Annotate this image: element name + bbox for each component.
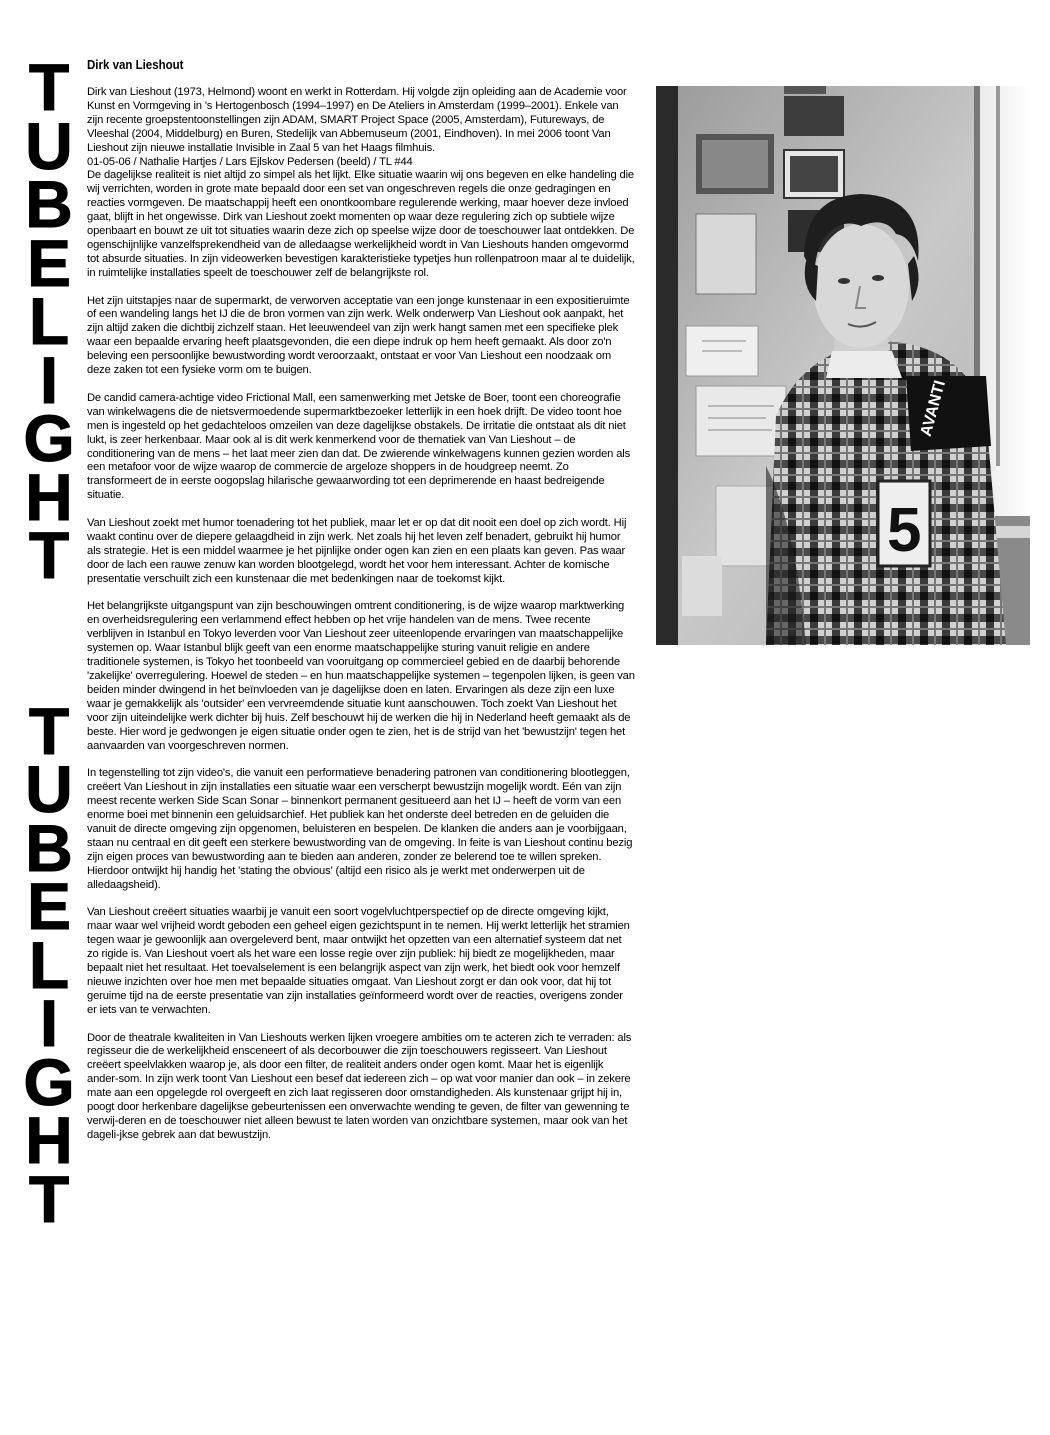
body-paragraph: Van Lieshout creëert situaties waarbij je vanuit een soort vogelvluchtperspectief op de directe omgeving kijkt, maar waar wel vrijheid wordt geboden een geheel eigen gezichtspunt in te nemen. Hij werkt letterlijk het stramien tegen waar je gewoonlijk aan overgeleverd bent, maar ontwijkt het opzetten van een alternatief systeem dat net zo rigide is. Van Lieshout voert als het ware een losse regie over zijn publiek: hij biedt ze mogelijkheden, maar bepaalt niet het resultaat. Het toevalselement is een belangrijk aspect van zijn werk, het biedt ook voor hemzelf nieuwe inzichten over hoe men met bepaalde situaties omgaat. Van Lieshout zorgt er dan ook voor, dat hij tot geruime tijd na de eerste presentatie van zijn installaties geïnformeerd wordt over de reacties, overigens zonder er iets van te verwachten. bbox=[87, 906, 630, 1016]
title-letter: I bbox=[39, 342, 59, 417]
title-letter: E bbox=[26, 225, 72, 300]
title-letter: H bbox=[25, 459, 73, 534]
intro-paragraph: Dirk van Lieshout (1973, Helmond) woont en werkt in Rotterdam. Hij volgde zijn opleiding aan de Academie voor Kunst en Vormgeving in 's Hertogenbosch (1994–1997) en De Ateliers in Amsterdam (1999–2001). Enkele van zijn recente groepstentoonstellingen zijn ADAM, SMART Project Space (2005, Amsterdam), Futureways, de Vleeshal (2004, Middelburg) en Buren, Stedelijk van Abbemuseum (2001, Eindhoven). In mei 2006 toont Van Lieshout zijn nieuwe installatie Invisible in Zaal 5 van het Haags filmhuis. bbox=[87, 86, 627, 154]
title-letter: T bbox=[28, 1161, 70, 1236]
body-paragraph: De candid camera-achtige video Frictional Mall, een samenwerking met Jetske de Boer, toont een choreografie van winkelwagens die de nietsvermoedende supermarktbezoeker letterlijk in een hoek drijft. De video toont hoe men is ingesteld op het gedachteloos omzeilen van deze dagelijkse obstakels. De irritatie die ontstaat als dit niet lukt, is zeer herkenbaar. Maar ook al is dit werk kenmerkend voor de thematiek van Van Lieshout – de conditionering van de mens – het laat meer zien dan dat. De zwierende winkelwagens kunnen gezien worden als een metafoor voor de wijze waarop de commercie de argeloze shoppers in de houdgreep neemt. Zo transformeert de in eerste oogopslag hilarische gewaarwording tot een deprimerende en haast bedreigende situatie. bbox=[87, 391, 631, 502]
body-paragraph: Het zijn uitstapjes naar de supermarkt, de verworven acceptatie van een jonge kunstenaar in een expositieruimte of een wandeling langs het IJ die de bron vormen van zijn werk. Welk onderwerp Van Lieshout ook aanpakt, het zijn altijd zaken die dichtbij zichzelf staan. Het leeuwendeel van zijn werk hangt samen met een specifieke plek waar een bepaalde ervaring heeft plaatsgevonden, die een diepe indruk op hem heeft gemaakt. Als door zo'n beleving een persoonlijke bewustwording wordt veroorzaakt, ontstaat er voor Van Lieshout een noodzaak om deze zaken tot een fysieke vorm om te buigen. bbox=[87, 294, 630, 377]
shirt-number: 5 bbox=[887, 496, 922, 565]
title-letter: H bbox=[25, 1103, 73, 1177]
body-paragraph: In tegenstelling tot zijn video's, die vanuit een performatieve benadering patronen van conditionering blootleggen, creëert Van Lieshout in zijn installaties een situatie waar een verscherpt bewustzijn mogelijk wordt. Eén van zijn meest recente werken Side Scan Sonar – binnenkort permanent gesitueerd aan het IJ – heeft de vorm van een enorme boei met binnenin een geluidsarchief. Het publiek kan het onderste deel betreden en de geluiden die vanuit de directe omgeving zijn opgenomen, beluisteren en bespelen. De klanken die anders aan je voorbijgaan, staan nu centraal en dit geeft een sterkere bewustwording van de omgeving. In feite is van Lieshout continu bezig zijn eigen proces van bewustwording aan te bieden aan anderen, zonder ze belerend toe te willen spreken. Hierdoor ontwijkt hij handig het 'stating the obvious' (altijd een risico als je werkt met onderwerpen uit de alledaagsheid). bbox=[87, 767, 633, 891]
article-heading: Dirk van Lieshout bbox=[87, 58, 184, 72]
title-letter: L bbox=[28, 284, 70, 358]
title-letter: B bbox=[25, 810, 73, 885]
body-paragraph: Het belangrijkste uitgangspunt van zijn beschouwingen omtrent conditionering, is de wijze waarop marktwerking en overheidsregulering een verlammend effect hebben op het vrije handelen van de mens. Twee recente verblijven in Istanbul en Tokyo leverden voor Van Lieshout zeer uiteenlopende ervaringen van maatschappelijke systemen op. Waar Istanbul blijk geeft van een enorme maatschappelijke sturing vanuit religie en andere traditionele systemen, is Tokyo het toonbeeld van vooruitgang op commercieel gebied en de daarbij behorende 'zakelijke' overregulering. Hoewel de steden – en hun maatschappelijke systemen – tegenpolen lijken, is geen van beiden minder dwingend in het beïnvloeden van je dagelijkse doen en laten. Ervaringen als deze zijn een luxe waar je gemakkelijk als 'outsider' een vervreemdende situatie kunt aanschouwen. Toch zoekt Van Lieshout het voor zijn uiteindelijke werk dichter bij huis. Zelf beschouwt hij de werken die hij in Nederland heeft gemaakt als de beste. Hier word je gedwongen je eigen situatie onder ogen te zien, het is de strijd van het 'bewustzijn' tegen het aanvaarden van voorgeschreven normen. bbox=[87, 600, 635, 752]
vertical-title bbox=[18, 50, 80, 1236]
title-letter: T bbox=[28, 693, 70, 768]
title-letter: L bbox=[28, 927, 70, 1002]
title-letter: T bbox=[28, 518, 70, 592]
artist-portrait-photo bbox=[656, 86, 1030, 645]
title-letter: E bbox=[26, 869, 72, 943]
credit-line: 01-05-06 / Nathalie Hartjes / Lars Ejlskov Pedersen (beeld) / TL #44 bbox=[87, 155, 413, 168]
article bbox=[87, 58, 635, 1157]
body-paragraph: Door de theatrale kwaliteiten in Van Lieshouts werken lijken vroegere ambities om te acteren zich te verraden: als regisseur die de werkelijkheid ensceneert of als decorbouwer die zijn toeschouwers regisseert. Van Lieshout creëert speelvlakken waarop je, als door een filter, de realiteit anders onder ogen komt. Maar het is eigenlijk ander-som. In zijn werk toont Van Lieshout een besef dat iedereen zich – op wat voor manier dan ook – in zekere mate aan een opgelegde rol overgeeft en zich laat regisseren door omstandigheden. Als kunstenaar grijpt hij in, poogt door herkenbare dagelijkse gebeurtenissen een onverwachte wending te geven, de filter van gewenning te verwij-deren en de toeschouwer niet alleen bewust te laten worden van onzichtbare systemen, maar ook van het dageli-jkse gebrek aan dat bewustzijn. bbox=[87, 1031, 632, 1141]
shirt-lettering: AVANTI bbox=[917, 378, 949, 439]
title-letter: I bbox=[39, 986, 59, 1060]
title-letter: T bbox=[28, 50, 70, 124]
title-letter: G bbox=[23, 1044, 75, 1119]
title-letter: B bbox=[25, 167, 73, 241]
title-letter: U bbox=[25, 108, 73, 183]
body-paragraph: De dagelijkse realiteit is niet altijd zo simpel als het lijkt. Elke situatie waarin wij ons begeven en elke handeling die wij verrichten, worden in grote mate bepaald door een set van ongeschreven regels die onze gedragingen en reacties vormgeven. De maatschappij heeft een onontkoombare regulerende werking, maar hoever deze invloed gaat, blijft in het ongewisse. Dirk van Lieshout zoekt momenten op waar deze regulering zich op subtiele wijze openbaart en bouwt ze uit tot situaties waarin deze zich op speelse wijze door de toeschouwer laat ontdekken. De ogenschijnlijke vanzelfsprekendheid van de alledaagse werkelijkheid wordt in Van Lieshouts handen omgevormd tot absurde situaties. In zijn videowerken bevestigen karakteristieke typetjes hun rollenpatroon maar al te duidelijk, in ruimtelijke installaties speelt de toeschouwer zelf de belangrijkste rol. bbox=[87, 169, 635, 279]
body-paragraph: Van Lieshout zoekt met humor toenadering tot het publiek, maar let er op dat dit nooit een doel op zich wordt. Hij waakt continu over de diepere gelaagdheid in zijn werk. Net zoals hij het leven zelf benadert, gebruikt hij humor als strategie. Het is een middel waarmee je het pijnlijke onder ogen kan zien en een plaats kan geven. Pas waar door de lach een rauwe zenuw kan worden blootgelegd, wordt het voor hem interessant. Achter de komische presentatie verschuilt zich een kunstenaar die met bedenkingen naar de toekomst kijkt. bbox=[87, 517, 627, 585]
title-letter: U bbox=[25, 752, 73, 826]
title-letter: G bbox=[23, 401, 75, 475]
